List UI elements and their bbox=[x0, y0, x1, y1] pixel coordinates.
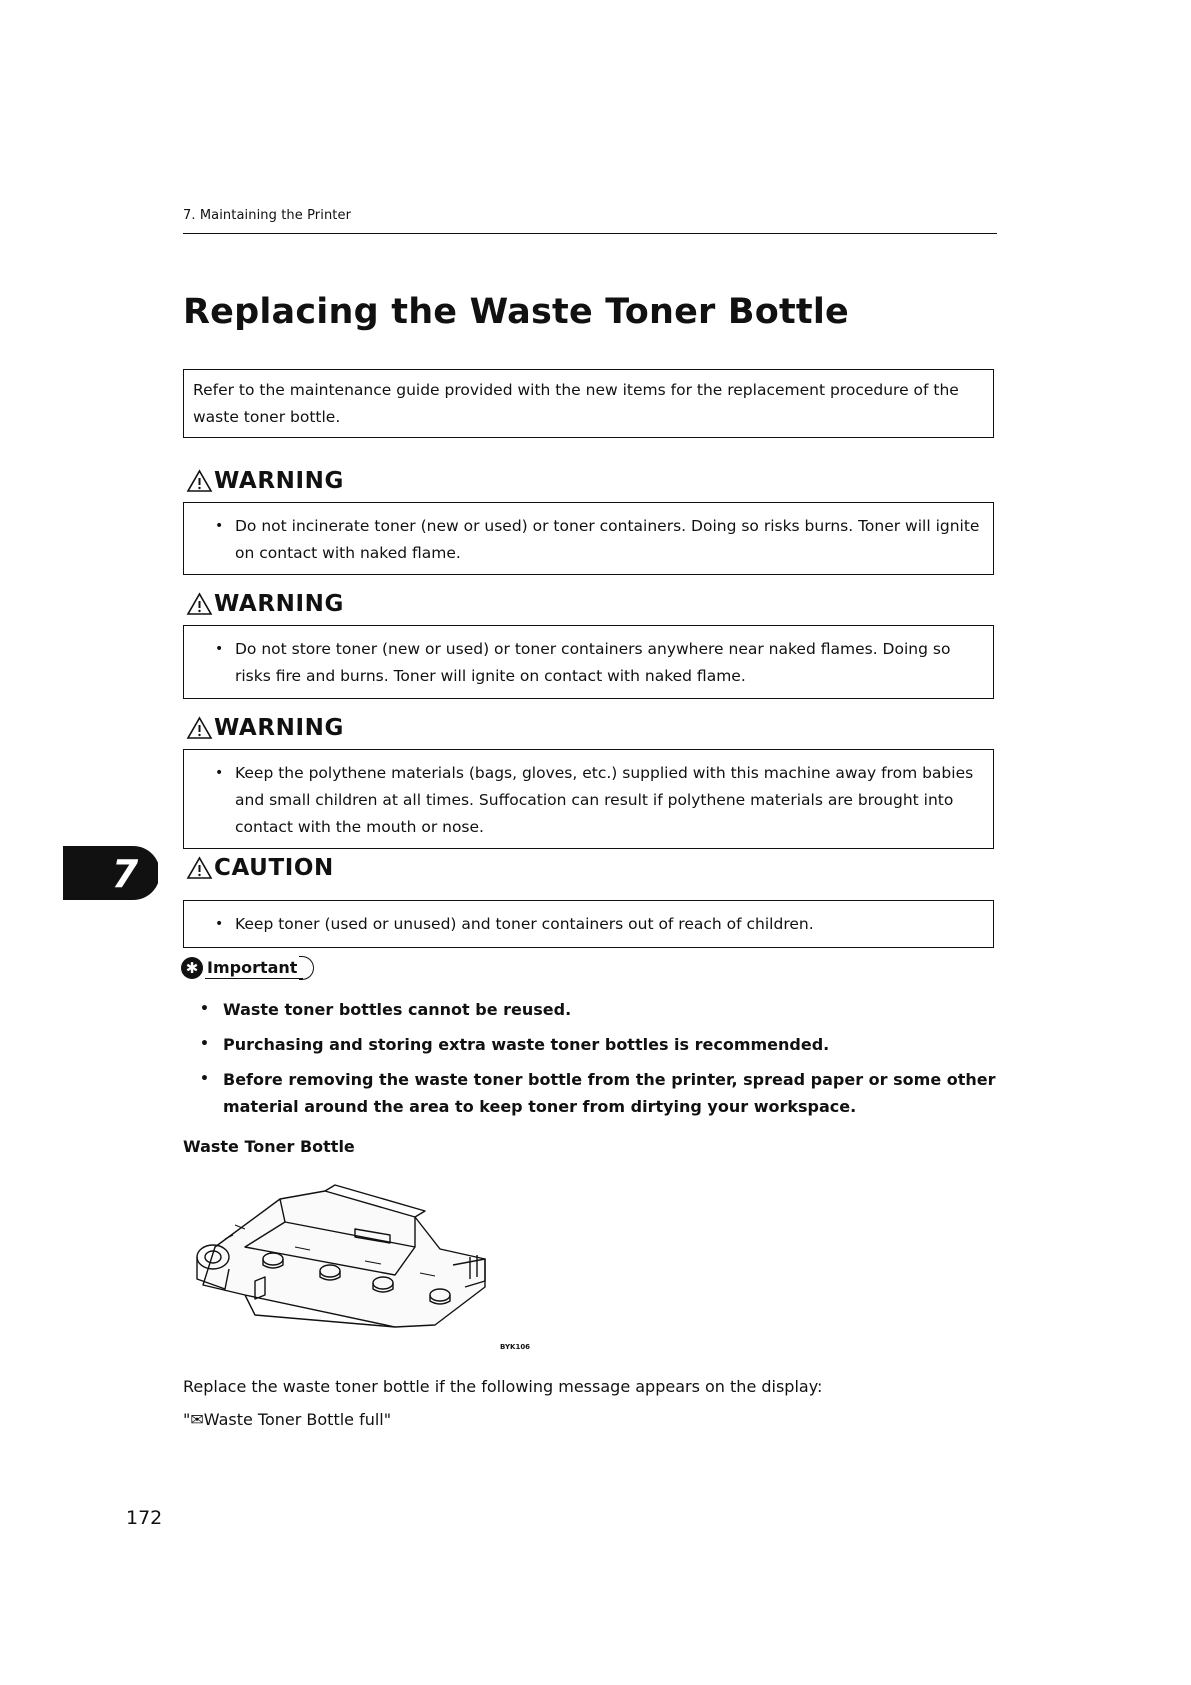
warning-text-3: • Keep the polythene materials (bags, gloves, etc.) supplied with this machine away from babies and small children at all times. Suffocation can result if polythene materials are brought into contact with the mouth or nose. bbox=[184, 760, 993, 841]
warning-label-3: WARNING bbox=[214, 715, 344, 741]
display-message: "✉Waste Toner Bottle full" bbox=[183, 1410, 392, 1429]
warning-triangle-icon bbox=[186, 592, 213, 616]
warning-text-1: • Do not incinerate toner (new or used) or toner containers. Doing so risks burns. Toner will ignite on contact with naked flame. bbox=[184, 513, 993, 567]
important-bracket bbox=[299, 956, 314, 980]
important-icon: ✱ bbox=[181, 957, 203, 979]
warning-box-2 bbox=[183, 625, 994, 699]
body-paragraph: Replace the waste toner bottle if the following message appears on the display: bbox=[183, 1377, 823, 1396]
warning-text-2: • Do not store toner (new or used) or toner containers anywhere near naked flames. Doing so risks fire and burns. Toner will ignite on contact with naked flame. bbox=[184, 636, 993, 690]
important-list bbox=[198, 996, 996, 1128]
warning-heading-1 bbox=[186, 468, 344, 494]
chapter-tab bbox=[63, 846, 158, 900]
page-title: Replacing the Waste Toner Bottle bbox=[183, 292, 849, 332]
intro-note-text: Refer to the maintenance guide provided with the new items for the replacement procedure of the waste toner bottle. bbox=[193, 381, 959, 426]
warning-label-1: WARNING bbox=[214, 468, 344, 494]
warning-triangle-icon bbox=[186, 856, 213, 880]
important-item-1: • Waste toner bottles cannot be reused. bbox=[198, 996, 996, 1023]
warning-heading-2 bbox=[186, 591, 344, 617]
warning-label-2: WARNING bbox=[214, 591, 344, 617]
important-item-3: • Before removing the waste toner bottle from the printer, spread paper or some other material around the area to keep toner from dirtying your workspace. bbox=[198, 1066, 996, 1120]
header-rule bbox=[183, 233, 997, 234]
chapter-number: 7 bbox=[111, 852, 139, 896]
warning-triangle-icon bbox=[186, 716, 213, 740]
page-number: 172 bbox=[126, 1507, 163, 1529]
warning-box-3 bbox=[183, 749, 994, 849]
important-item-2: • Purchasing and storing extra waste toner bottles is recommended. bbox=[198, 1031, 996, 1058]
caution-text: • Keep toner (used or unused) and toner containers out of reach of children. bbox=[184, 911, 993, 938]
figure-caption: Waste Toner Bottle bbox=[183, 1137, 355, 1156]
waste-toner-bottle-illustration bbox=[185, 1177, 530, 1335]
warning-triangle-icon bbox=[186, 469, 213, 493]
warning-box-1 bbox=[183, 502, 994, 575]
caution-box bbox=[183, 900, 994, 948]
intro-note-box bbox=[183, 369, 994, 438]
figure-code: BYK106 bbox=[500, 1343, 531, 1351]
caution-heading bbox=[186, 855, 334, 881]
warning-heading-3 bbox=[186, 715, 344, 741]
important-header bbox=[181, 956, 314, 980]
important-label: Important bbox=[205, 958, 303, 979]
caution-label: CAUTION bbox=[214, 855, 334, 881]
running-header: 7. Maintaining the Printer bbox=[183, 208, 352, 223]
